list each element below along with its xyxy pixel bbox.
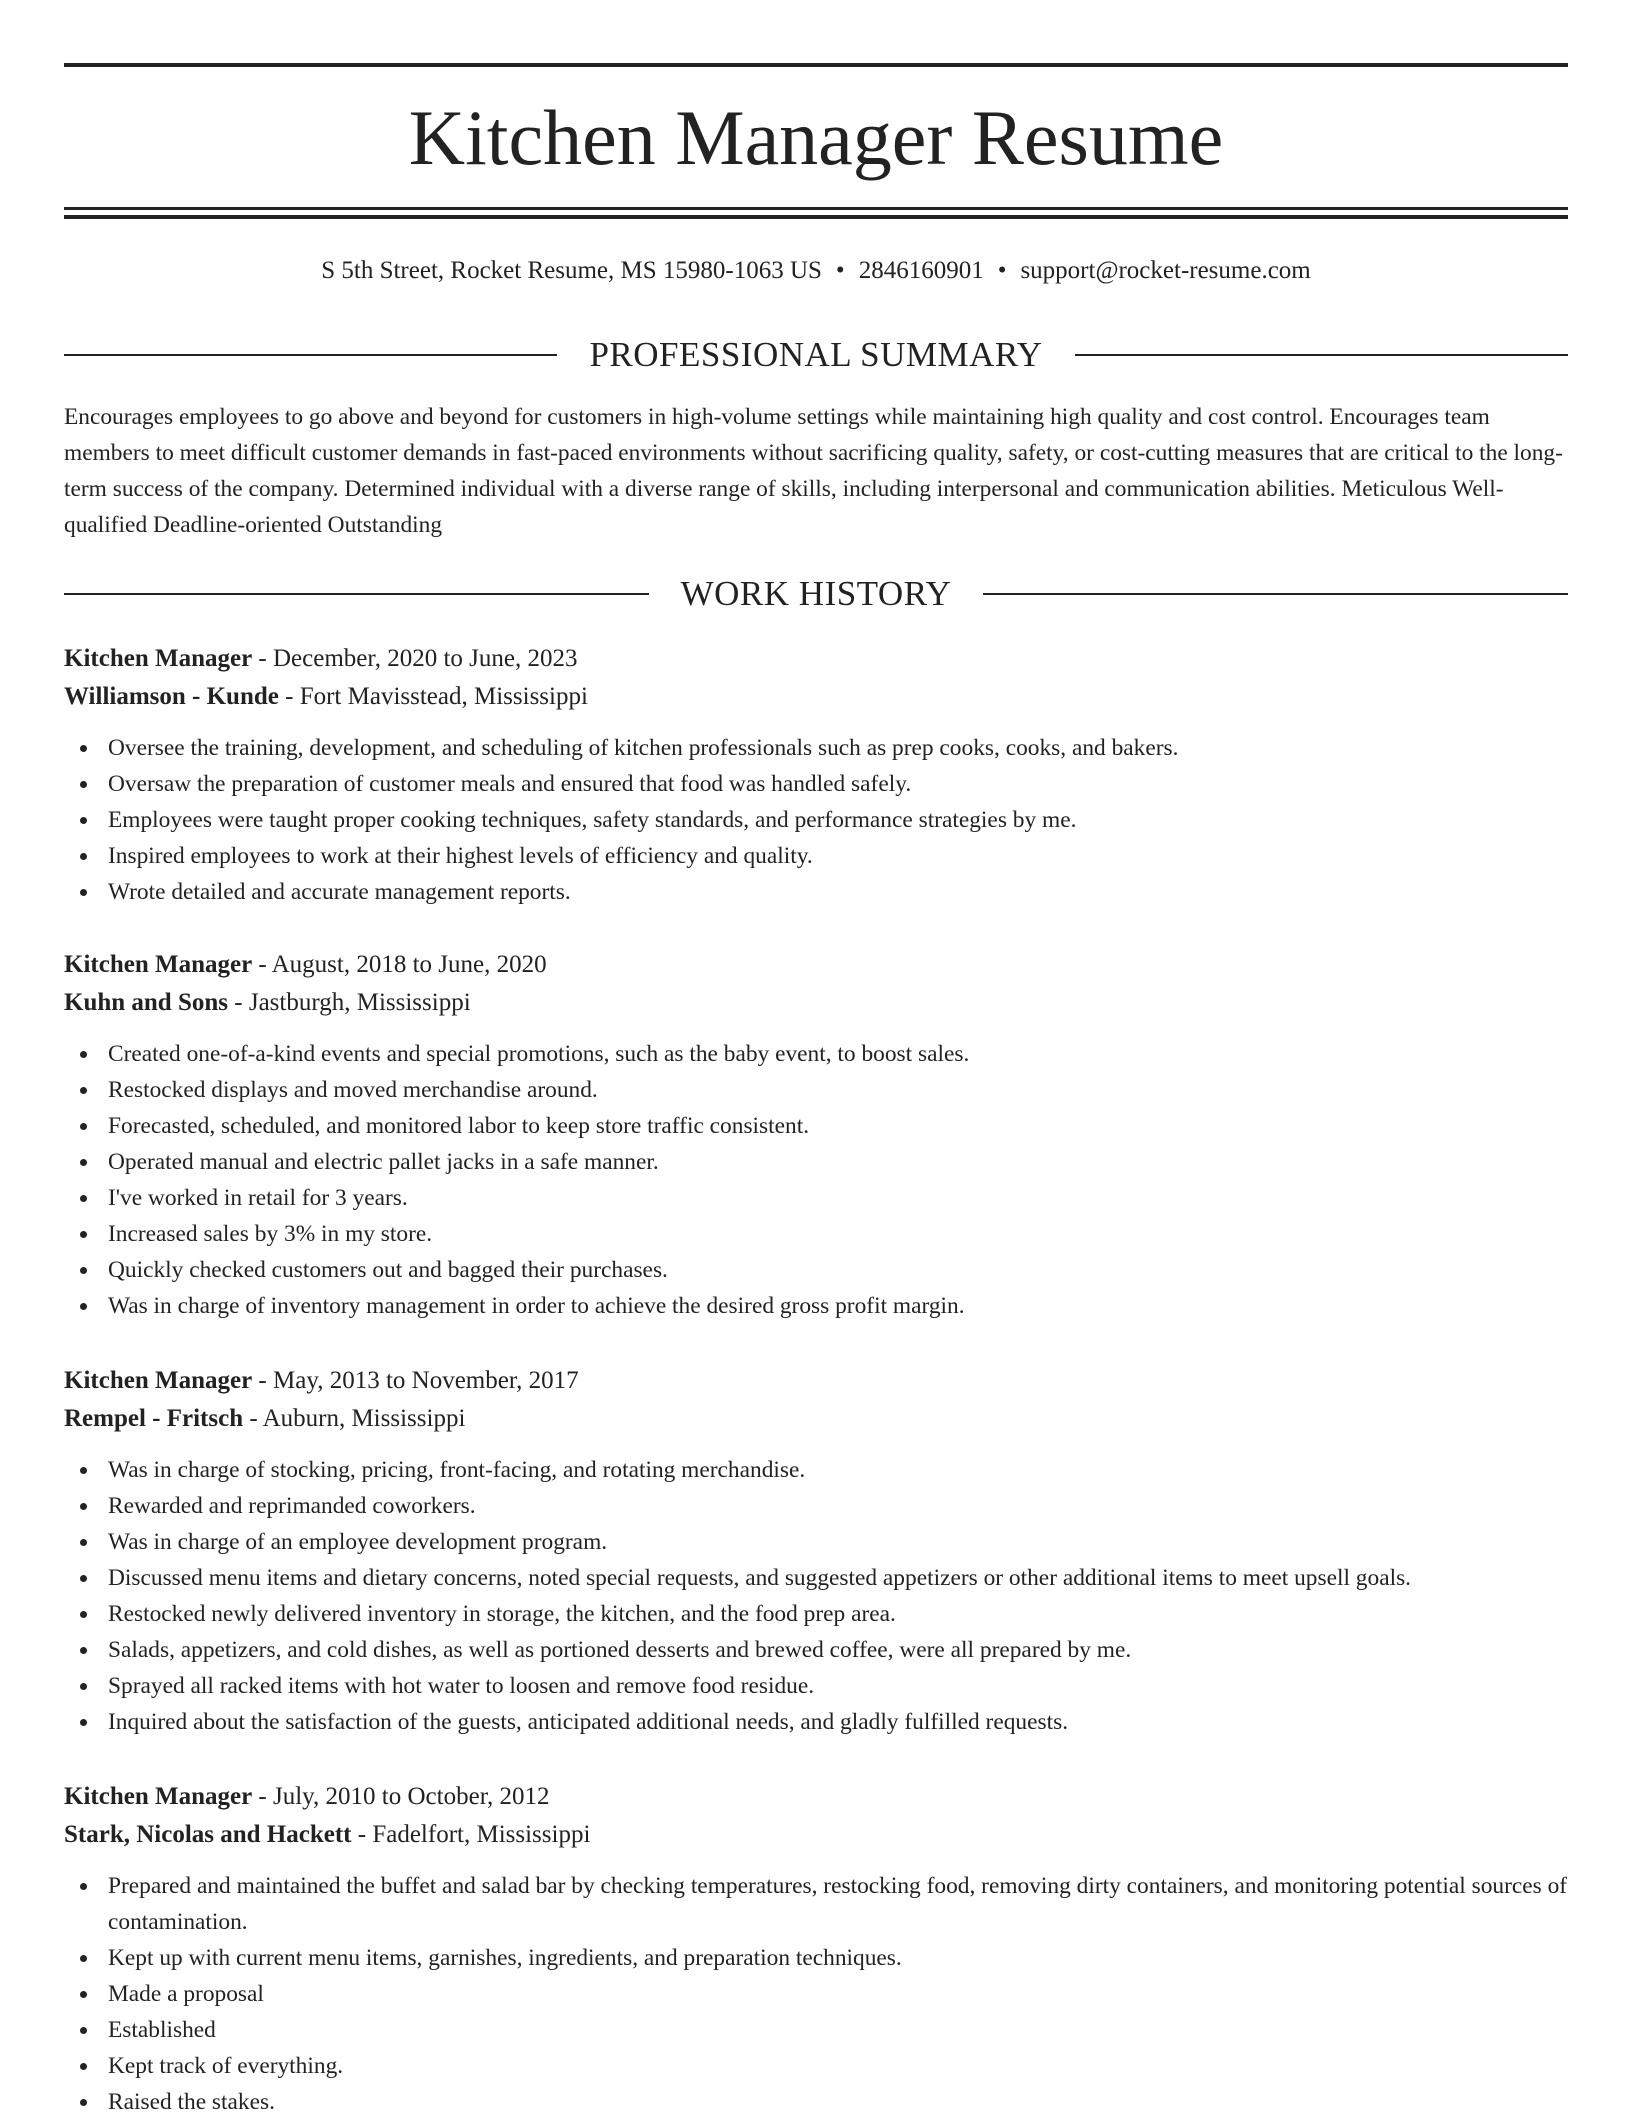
title-rule-upper [64, 207, 1568, 210]
dash: - [228, 989, 249, 1016]
job-role: Kitchen Manager [64, 1367, 253, 1394]
contact-phone: 2846160901 [858, 257, 984, 284]
dash: - [252, 1783, 273, 1810]
job-title-line [64, 1362, 1568, 1400]
job-company-line [64, 678, 1568, 716]
job-company: Williamson - Kunde [64, 683, 279, 710]
dash: - [252, 951, 272, 978]
job-bullet: Established [64, 2012, 1568, 2048]
heading-rule-right [983, 593, 1568, 595]
job-company-line [64, 984, 1568, 1022]
job-bullet: Prepared and maintained the buffet and salad bar by checking temperatures, restocking food, removing dirty containers, and monitoring potential sources of contamination. [64, 1868, 1568, 1940]
job-bullet-list [64, 1868, 1568, 2120]
contact-address: S 5th Street, Rocket Resume, MS 15980-1063 US [321, 257, 822, 284]
job-bullet: Oversaw the preparation of customer meals and ensured that food was handled safely. [64, 766, 1568, 802]
contact-line [64, 254, 1568, 288]
job-dates: August, 2018 to June, 2020 [271, 951, 547, 978]
summary-heading-label: PROFESSIONAL SUMMARY [589, 335, 1043, 374]
job-entry [64, 640, 1568, 910]
top-rule [64, 63, 1568, 67]
job-bullet: Restocked displays and moved merchandise around. [64, 1072, 1568, 1108]
job-bullet: Created one-of-a-kind events and special promotions, such as the baby event, to boost sales. [64, 1036, 1568, 1072]
job-entry [64, 946, 1568, 1324]
job-bullet-list [64, 1036, 1568, 1324]
work-section-heading [64, 572, 1568, 616]
job-location: Fort Mavisstead, Mississippi [299, 683, 588, 710]
job-bullet: Employees were taught proper cooking techniques, safety standards, and performance strategies by me. [64, 802, 1568, 838]
contact-email: support@rocket-resume.com [1020, 257, 1311, 284]
job-company: Kuhn and Sons [64, 989, 229, 1016]
job-bullet: Oversee the training, development, and scheduling of kitchen professionals such as prep cooks, cooks, and bakers. [64, 730, 1568, 766]
dash: - [252, 1367, 273, 1394]
job-bullet-list [64, 1452, 1568, 1740]
job-dates: December, 2020 to June, 2023 [273, 645, 578, 672]
work-heading-label: WORK HISTORY [680, 574, 952, 613]
dash: - [278, 683, 300, 710]
job-title-line [64, 1778, 1568, 1816]
job-bullet: Kept track of everything. [64, 2048, 1568, 2084]
job-role: Kitchen Manager [64, 645, 253, 672]
job-bullet: Was in charge of inventory management in order to achieve the desired gross profit margin. [64, 1288, 1568, 1324]
job-entry [64, 1362, 1568, 1740]
job-bullet: Inquired about the satisfaction of the guests, anticipated additional needs, and gladly fulfilled requests. [64, 1704, 1568, 1740]
job-bullet: Discussed menu items and dietary concerns, noted special requests, and suggested appetizers or other additional items to meet upsell goals. [64, 1560, 1568, 1596]
job-bullet: Forecasted, scheduled, and monitored labor to keep store traffic consistent. [64, 1108, 1568, 1144]
job-role: Kitchen Manager [64, 1783, 253, 1810]
heading-rule-left [64, 354, 557, 356]
job-location: Auburn, Mississippi [262, 1405, 466, 1432]
job-entry [64, 1778, 1568, 2120]
job-bullet: Inspired employees to work at their highest levels of efficiency and quality. [64, 838, 1568, 874]
summary-section-heading [64, 333, 1568, 377]
heading-rule-left [64, 593, 649, 595]
job-bullet: Salads, appetizers, and cold dishes, as well as portioned desserts and brewed coffee, were all prepared by me. [64, 1632, 1568, 1668]
job-location: Fadelfort, Mississippi [372, 1821, 591, 1848]
dash: - [243, 1405, 263, 1432]
job-bullet: Was in charge of an employee development program. [64, 1524, 1568, 1560]
job-bullet-list [64, 730, 1568, 910]
job-bullet: Was in charge of stocking, pricing, front-facing, and rotating merchandise. [64, 1452, 1568, 1488]
contact-separator: • [835, 257, 845, 284]
job-title-line [64, 946, 1568, 984]
job-company: Stark, Nicolas and Hackett [64, 1821, 352, 1848]
job-dates: May, 2013 to November, 2017 [273, 1367, 579, 1394]
job-bullet: I've worked in retail for 3 years. [64, 1180, 1568, 1216]
job-role: Kitchen Manager [64, 951, 253, 978]
job-bullet: Wrote detailed and accurate management reports. [64, 874, 1568, 910]
contact-separator: • [997, 257, 1007, 284]
job-company-line [64, 1816, 1568, 1854]
job-company: Rempel - Fritsch [64, 1405, 244, 1432]
job-title-line [64, 640, 1568, 678]
job-bullet: Kept up with current menu items, garnishes, ingredients, and preparation techniques. [64, 1940, 1568, 1976]
dash: - [351, 1821, 373, 1848]
job-location: Jastburgh, Mississippi [248, 989, 471, 1016]
job-dates: July, 2010 to October, 2012 [273, 1783, 550, 1810]
job-bullet: Restocked newly delivered inventory in storage, the kitchen, and the food prep area. [64, 1596, 1568, 1632]
job-company-line [64, 1400, 1568, 1438]
job-bullet: Rewarded and reprimanded coworkers. [64, 1488, 1568, 1524]
job-bullet: Increased sales by 3% in my store. [64, 1216, 1568, 1252]
title-rule-lower [64, 215, 1568, 219]
heading-rule-right [1075, 354, 1568, 356]
job-bullet: Raised the stakes. [64, 2084, 1568, 2120]
page-title: Kitchen Manager Resume [408, 94, 1224, 181]
job-bullet: Quickly checked customers out and bagged their purchases. [64, 1252, 1568, 1288]
dash: - [252, 645, 273, 672]
job-bullet: Operated manual and electric pallet jacks in a safe manner. [64, 1144, 1568, 1180]
job-bullet: Made a proposal [64, 1976, 1568, 2012]
professional-summary: Encourages employees to go above and beyond for customers in high-volume settings while maintaining high quality and cost control. Encourages team members to meet difficult customer demands in fast-paced environments without sacrificing quality, safety, or cost-cutting measures that are critical to the long-term success of the company. Determined individual with a diverse range of skills, including interpersonal and communication abilities. Meticulous Well-qualified Deadline-oriented Outstanding [64, 404, 1563, 538]
job-bullet: Sprayed all racked items with hot water to loosen and remove food residue. [64, 1668, 1568, 1704]
